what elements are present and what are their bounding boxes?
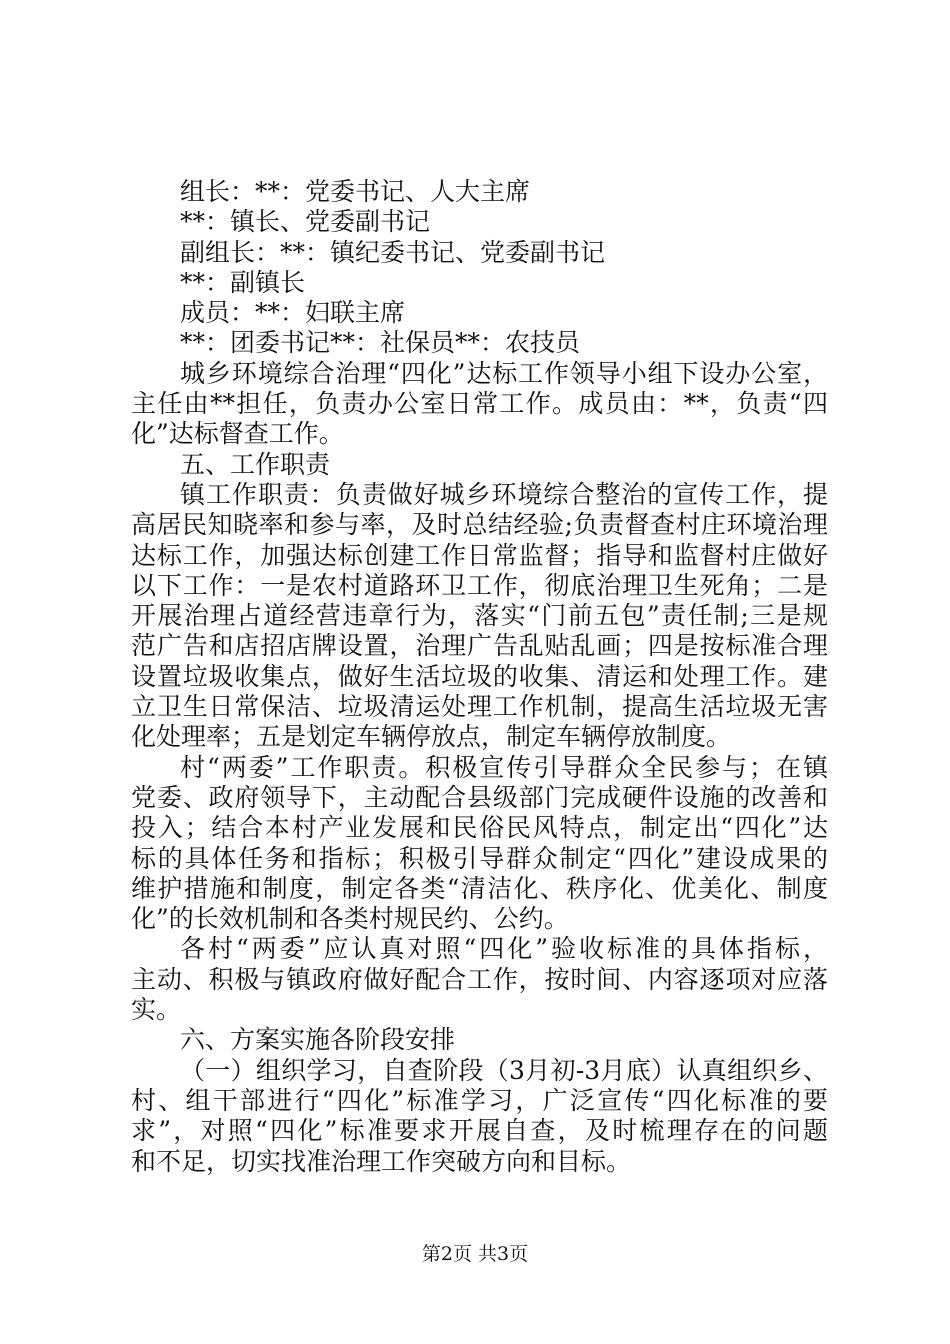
village-committee-duties-paragraph (131, 753, 828, 935)
text-line: （一）组织学习，自查阶段（3月初-3月底）认真组织乡、 (180, 1055, 828, 1085)
text-line: **：镇长、党委副书记 (180, 207, 431, 237)
text-line: 开展治理占道经营违章行为，落实“门前五包”责任制;三是规 (131, 601, 828, 631)
text-line: 化”达标督查工作。 (131, 419, 344, 449)
text-line: 以下工作：一是农村道路环卫工作，彻底治理卫生死角；二是 (131, 570, 828, 600)
leader-line (131, 207, 828, 237)
section-heading (131, 450, 828, 480)
text-line: 城乡环境综合治理“四化”达标工作领导小组下设办公室， (180, 358, 828, 388)
member-line (131, 298, 828, 328)
page-footer (0, 1242, 950, 1266)
text-line: 维护措施和制度，制定各类“清洁化、秩序化、优美化、制度 (131, 873, 828, 903)
text-line: 五、工作职责 (180, 449, 331, 479)
text-line: 达标工作，加强达标创建工作日常监督；指导和监督村庄做好 (131, 540, 828, 570)
text-line: 和不足，切实找准治理工作突破方向和目标。 (131, 1146, 632, 1176)
text-line: 村“两委”工作职责。积极宣传引导群众全民参与；在镇 (180, 752, 828, 782)
text-line: 化处理率；五是划定车辆停放点，制定车辆停放制度。 (131, 722, 732, 752)
village-cooperation-paragraph (131, 934, 828, 1025)
text-line: 求”，对照“四化”标准要求开展自查，及时梳理存在的问题 (131, 1116, 828, 1146)
text-line: 立卫生日常保洁、垃圾清运处理工作机制，提高生活垃圾无害 (131, 692, 828, 722)
text-line: 标的具体任务和指标；积极引导群众制定“四化”建设成果的 (131, 843, 828, 873)
text-line: 各村“两委”应认真对照“四化”验收标准的具体指标， (180, 934, 828, 964)
office-paragraph (131, 359, 828, 450)
text-line: 范广告和店招店牌设置，治理广告乱贴乱画；四是按标准合理 (131, 631, 828, 661)
text-line: **：团委书记**：社保员**：农技员 (180, 328, 581, 358)
text-line: 高居民知晓率和参与率，及时总结经验;负责督查村庄环境治理 (131, 510, 828, 540)
text-line: 实。 (131, 995, 182, 1025)
text-line: 成员：**：妇联主席 (180, 298, 406, 328)
page-number: 第2页 共3页 (421, 1243, 529, 1265)
deputy-leader-line (131, 268, 828, 298)
document-body (131, 177, 828, 1177)
text-line: 副组长：**：镇纪委书记、党委副书记 (180, 237, 606, 267)
section-heading (131, 1025, 828, 1055)
text-line: 组长：**：党委书记、人大主席 (180, 177, 531, 206)
leader-line (131, 177, 828, 207)
text-line: 投入；结合本村产业发展和民俗民风特点，制定出“四化”达 (131, 813, 828, 843)
deputy-leader-line (131, 238, 828, 268)
town-duties-paragraph (131, 480, 828, 753)
member-line (131, 328, 828, 358)
text-line: 设置垃圾收集点，做好生活垃圾的收集、清运和处理工作。建 (131, 661, 828, 691)
text-line: 六、方案实施各阶段安排 (180, 1025, 456, 1055)
text-line: 党委、政府领导下，主动配合县级部门完成硬件设施的改善和 (131, 782, 828, 812)
text-line: **：副镇长 (180, 267, 306, 297)
text-line: 主任由**担任，负责办公室日常工作。成员由：**，负责“四 (131, 389, 828, 419)
text-line: 主动、积极与镇政府做好配合工作，按时间、内容逐项对应落 (131, 964, 828, 994)
text-line: 化”的长效机制和各类村规民约、公约。 (131, 904, 569, 934)
stage-one-paragraph (131, 1056, 828, 1177)
text-line: 村、组干部进行“四化”标准学习，广泛宣传“四化标准的要 (131, 1085, 828, 1115)
text-line: 镇工作职责：负责做好城乡环境综合整治的宣传工作，提 (180, 479, 828, 509)
